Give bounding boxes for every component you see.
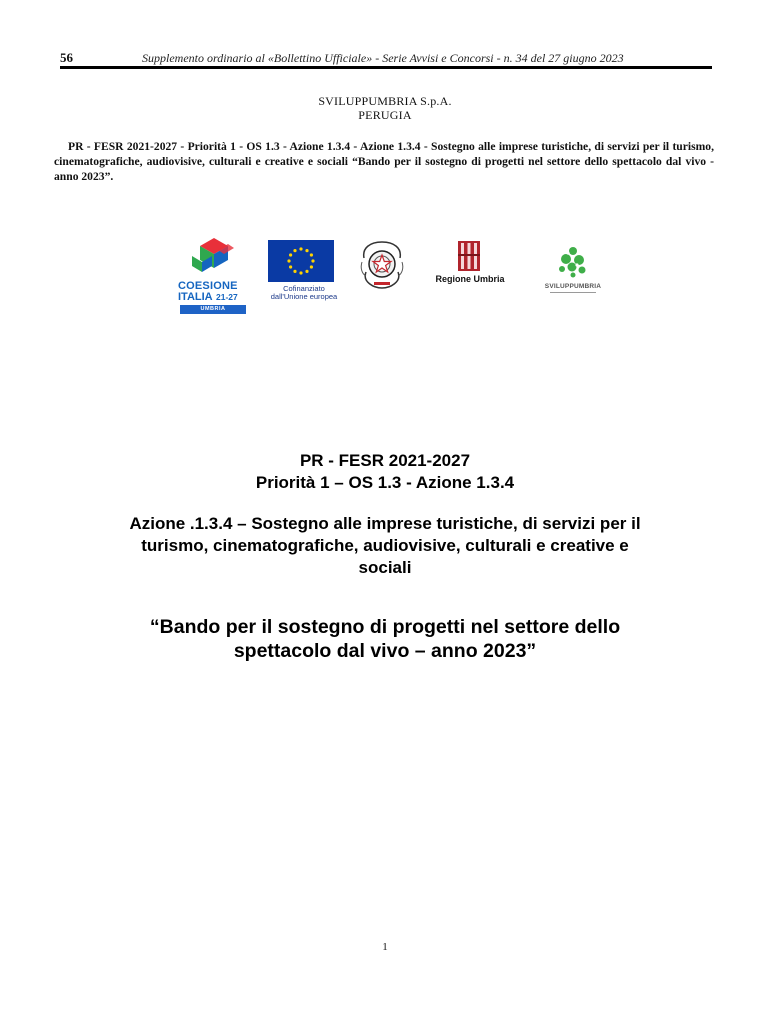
- document-title: [0, 450, 770, 494]
- coesione-years: 21-27: [216, 292, 238, 302]
- eu-caption-line2: dall'Unione europea: [270, 292, 338, 301]
- coesione-word: COESIONE: [178, 280, 238, 292]
- title-line-program: PR - FESR 2021-2027: [299, 451, 471, 470]
- sviluppumbria-logo: [544, 243, 602, 295]
- action-title-line2: turismo, cinematografiche, audiovisive, culturali e creative e: [141, 536, 629, 555]
- bando-title-line1: “Bando per il sostegno di progetti nel settore dello: [149, 616, 621, 638]
- eu-cofinanced-logo: [266, 240, 342, 304]
- bando-title: [0, 615, 770, 663]
- intro-paragraph: PR - FESR 2021-2027 - Priorità 1 - OS 1.3 - Azione 1.3.4 - Azione 1.3.4 - Sostegno alle imprese turistiche, di servizi per il turismo, cinematografiche, audiovisive, culturali e creative e sociali “Bando per il sostegno di progetti nel settore dello spettacolo dal vivo - anno 2023”.: [54, 140, 714, 183]
- action-title-line1: Azione .1.3.4 – Sostegno alle imprese turistiche, di servizi per il: [129, 514, 641, 533]
- coesione-italia-logo: [178, 238, 248, 316]
- sviluppumbria-icon: [544, 243, 602, 281]
- coesione-italia-icon: [178, 238, 248, 280]
- action-title-line3: sociali: [358, 558, 412, 577]
- regione-umbria-icon: [428, 240, 512, 272]
- eu-caption: [266, 285, 342, 301]
- footer-page-number: 1: [382, 941, 388, 953]
- page-number: 56: [60, 50, 73, 65]
- sviluppumbria-label: SVILUPPUMBRIA: [544, 283, 602, 290]
- title-line-priority: Priorità 1 – OS 1.3 - Azione 1.3.4: [255, 473, 515, 492]
- organization-city: PERUGIA: [358, 108, 412, 122]
- running-title: Supplemento ordinario al «Bollettino Ufficiale» - Serie Avvisi e Concorsi - n. 34 del 27 giugno 2023: [142, 51, 624, 65]
- eu-flag-icon: [268, 240, 334, 282]
- regione-umbria-logo: [428, 240, 512, 286]
- action-title: [0, 513, 770, 579]
- sviluppumbria-tagline-rule: [550, 292, 596, 293]
- coesione-italia-word: ITALIA: [178, 291, 213, 303]
- eu-caption-line1: Cofinanziato: [283, 284, 325, 293]
- organization-name: SVILUPPUMBRIA S.p.A.: [318, 94, 452, 108]
- coesione-region: UMBRIA: [200, 306, 226, 312]
- bando-title-line2: spettacolo dal vivo – anno 2023”: [233, 640, 537, 662]
- header-rule: [60, 66, 712, 69]
- italian-republic-emblem-icon: [358, 238, 406, 290]
- regione-umbria-label: Regione Umbria: [435, 274, 505, 284]
